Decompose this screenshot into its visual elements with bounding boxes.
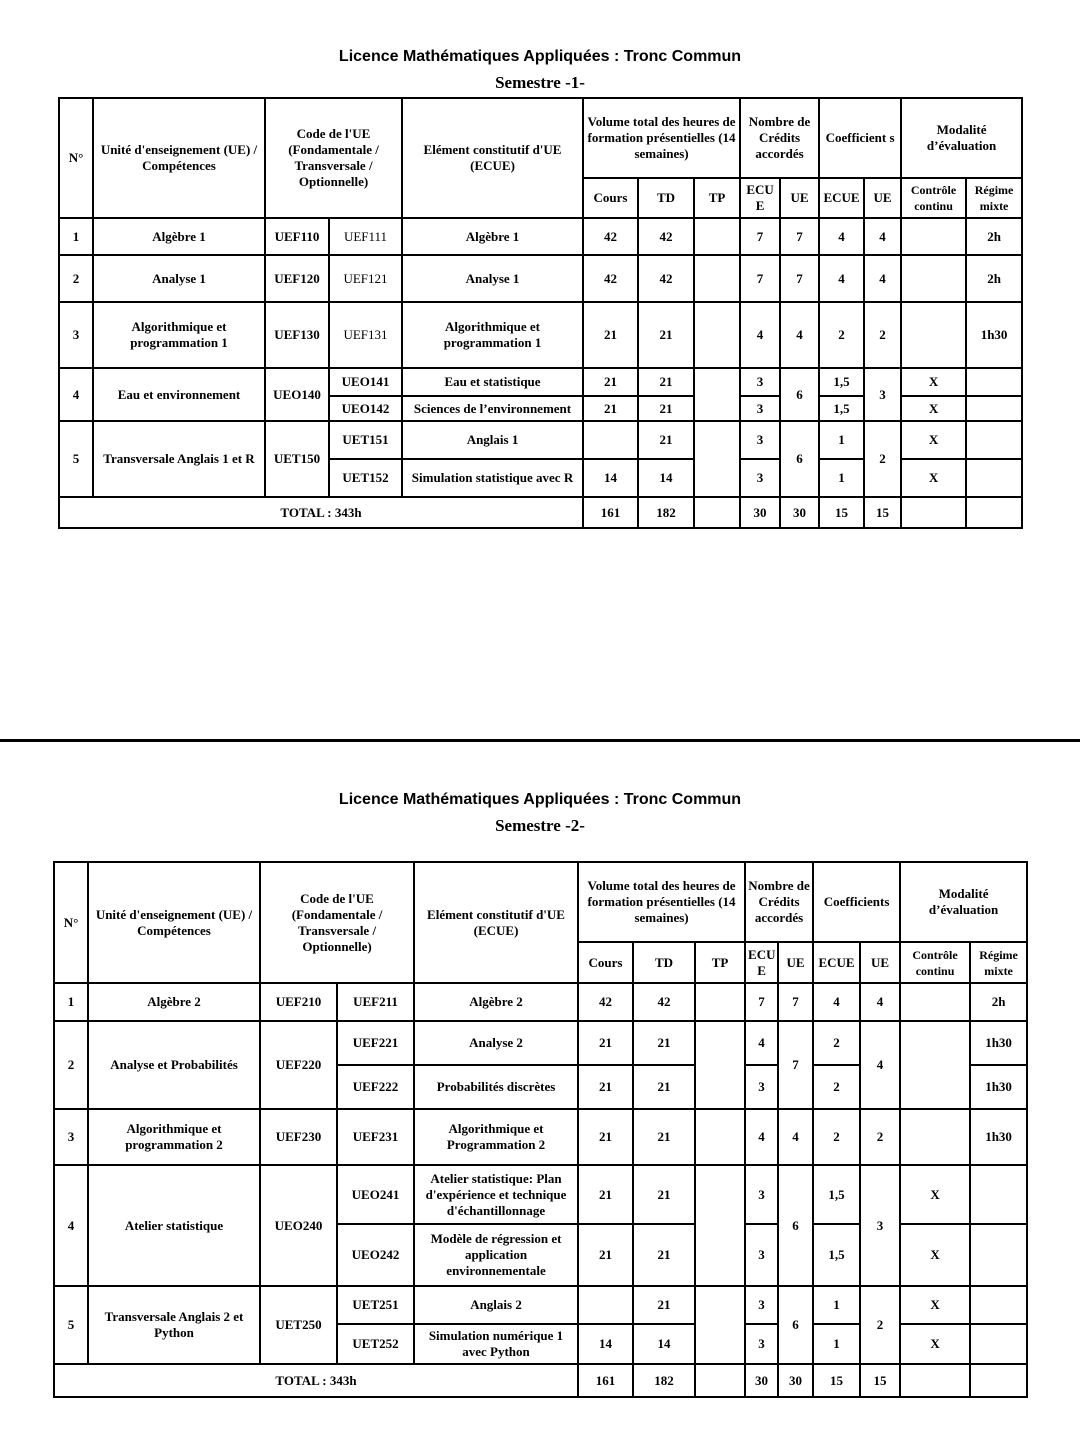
ue-name: Eau et environnement: [93, 368, 265, 421]
table-row: [54, 983, 1027, 1021]
row-num: 1: [59, 218, 93, 255]
coef-ue: 2: [864, 421, 901, 497]
ecue-name: Simulation numérique 1 avec Python: [414, 1324, 578, 1364]
regime-mixte: [970, 1324, 1027, 1364]
tp-value: [695, 1021, 745, 1109]
header-coef-ue: UE: [864, 178, 901, 218]
ecue-name: Eau et statistique: [402, 368, 583, 396]
coef-ecue: 1: [813, 1286, 860, 1324]
regime-mixte: [966, 421, 1022, 459]
cours-value: 14: [583, 459, 638, 497]
header-cours: Cours: [578, 942, 633, 983]
header-credit-ue: UE: [778, 942, 813, 983]
total-controle: [900, 1364, 970, 1397]
ue-name: Algorithmique et programmation 1: [93, 302, 265, 368]
credit-ecue: 3: [740, 396, 780, 421]
td-value: 21: [633, 1021, 695, 1065]
credit-ue: 6: [778, 1165, 813, 1286]
total-label: TOTAL : 343h: [54, 1364, 578, 1397]
header-num: N°: [54, 862, 88, 983]
total-tp: [694, 497, 740, 528]
coef-ecue: 1: [819, 421, 864, 459]
sem1-title: Licence Mathématiques Appliquées : Tronc Commun: [338, 48, 742, 65]
header-td: TD: [638, 178, 694, 218]
ecue-name: Algèbre 1: [402, 218, 583, 255]
credit-ecue: 3: [740, 421, 780, 459]
controle-continu: X: [901, 459, 966, 497]
coef-ue: 4: [864, 218, 901, 255]
table-row: [54, 1165, 1027, 1224]
coef-ecue: 2: [813, 1065, 860, 1109]
credit-ue: 4: [780, 302, 819, 368]
credit-ue: 6: [778, 1286, 813, 1364]
total-credit-ecue: 30: [740, 497, 780, 528]
credit-ue: 7: [778, 983, 813, 1021]
coef-ue: 4: [860, 1021, 900, 1109]
ue-code: UEO240: [260, 1165, 337, 1286]
header-volume: Volume total des heures de formation présentielles (14 semaines): [578, 862, 745, 942]
tp-value: [695, 1165, 745, 1286]
ue-name: Transversale Anglais 2 et Python: [88, 1286, 260, 1364]
ue-name: Algèbre 2: [88, 983, 260, 1021]
regime-mixte: 1h30: [970, 1109, 1027, 1165]
regime-mixte: 1h30: [970, 1065, 1027, 1109]
credit-ecue: 3: [745, 1286, 778, 1324]
ue-code: UEF220: [260, 1021, 337, 1109]
ue-code: UEF110: [265, 218, 329, 255]
total-coef-ecue: 15: [819, 497, 864, 528]
regime-mixte: [970, 1286, 1027, 1324]
header-coef-ecue: ECUE: [819, 178, 864, 218]
total-regime: [966, 497, 1022, 528]
tp-value: [694, 218, 740, 255]
td-value: 14: [638, 459, 694, 497]
ecue-name: Algèbre 2: [414, 983, 578, 1021]
row-num: 4: [54, 1165, 88, 1286]
ecue-name: Analyse 1: [402, 255, 583, 302]
credit-ecue: 7: [740, 218, 780, 255]
row-num: 1: [54, 983, 88, 1021]
regime-mixte: 1h30: [970, 1021, 1027, 1065]
sem1-table: [58, 97, 1023, 529]
controle-continu: [900, 983, 970, 1021]
table-row: [54, 1021, 1027, 1065]
total-cours: 161: [583, 497, 638, 528]
ecue-name: Modèle de régression et application environnementale: [414, 1224, 578, 1286]
ue-name: Transversale Anglais 1 et R: [93, 421, 265, 497]
header-td: TD: [633, 942, 695, 983]
tp-value: [694, 368, 740, 421]
cours-value: 21: [578, 1021, 633, 1065]
header-coefficients: Coefficients: [813, 862, 900, 942]
header-controle: Contrôle continu: [901, 178, 966, 218]
td-value: 21: [638, 368, 694, 396]
ue-name: Analyse et Probabilités: [88, 1021, 260, 1109]
credit-ecue: 4: [745, 1021, 778, 1065]
td-value: 42: [638, 255, 694, 302]
table-row: [59, 302, 1022, 368]
td-value: 21: [633, 1109, 695, 1165]
cours-value: 21: [578, 1109, 633, 1165]
header-regime: Régime mixte: [966, 178, 1022, 218]
total-row: [54, 1364, 1027, 1397]
ecue-name: Simulation statistique avec R: [402, 459, 583, 497]
ecue-code: UEF222: [337, 1065, 414, 1109]
td-value: 21: [638, 396, 694, 421]
row-num: 3: [54, 1109, 88, 1165]
credit-ecue: 3: [740, 368, 780, 396]
ecue-code: UEF121: [329, 255, 402, 302]
header-regime: Régime mixte: [970, 942, 1027, 983]
tp-value: [694, 421, 740, 497]
header-credits: Nombre de Crédits accordés: [745, 862, 813, 942]
credit-ue: 7: [778, 1021, 813, 1109]
tp-value: [695, 1109, 745, 1165]
total-tp: [695, 1364, 745, 1397]
cours-value: [578, 1286, 633, 1324]
coef-ue: 3: [860, 1165, 900, 1286]
header-ue: Unité d'enseignement (UE) / Compétences: [93, 98, 265, 218]
td-value: 21: [638, 421, 694, 459]
td-value: 21: [638, 302, 694, 368]
coef-ue: 4: [860, 983, 900, 1021]
ue-code: UEF120: [265, 255, 329, 302]
header-code: Code de l'UE (Fondamentale / Transversale / Optionnelle): [265, 98, 402, 218]
coef-ue: 4: [864, 255, 901, 302]
coef-ue: 2: [860, 1109, 900, 1165]
ecue-code: UEF211: [337, 983, 414, 1021]
ecue-code: UEO142: [329, 396, 402, 421]
header-tp: TP: [694, 178, 740, 218]
credit-ue: 7: [780, 255, 819, 302]
td-value: 21: [633, 1286, 695, 1324]
header-modalite: Modalité d’évaluation: [901, 98, 1022, 178]
coef-ue: 3: [864, 368, 901, 421]
header-controle: Contrôle continu: [900, 942, 970, 983]
row-num: 2: [59, 255, 93, 302]
header-num: N°: [59, 98, 93, 218]
regime-mixte: [966, 459, 1022, 497]
controle-continu: X: [901, 421, 966, 459]
header-tp: TP: [695, 942, 745, 983]
header-ecue: Elément constitutif d'UE (ECUE): [414, 862, 578, 983]
coef-ecue: 1,5: [819, 396, 864, 421]
total-regime: [970, 1364, 1027, 1397]
coef-ecue: 4: [819, 255, 864, 302]
regime-mixte: [966, 396, 1022, 421]
credit-ue: 6: [780, 421, 819, 497]
td-value: 42: [633, 983, 695, 1021]
credit-ecue: 3: [740, 459, 780, 497]
header-credit-ue: UE: [780, 178, 819, 218]
coef-ecue: 2: [813, 1109, 860, 1165]
table-row: [59, 255, 1022, 302]
coef-ecue: 1,5: [813, 1224, 860, 1286]
header-coef-ue: UE: [860, 942, 900, 983]
ecue-code: UEF231: [337, 1109, 414, 1165]
regime-mixte: [966, 368, 1022, 396]
controle-continu: [901, 302, 966, 368]
ecue-code: UET151: [329, 421, 402, 459]
coef-ue: 2: [864, 302, 901, 368]
cours-value: 14: [578, 1324, 633, 1364]
controle-continu: [901, 255, 966, 302]
ecue-name: Algorithmique et Programmation 2: [414, 1109, 578, 1165]
coef-ecue: 2: [813, 1021, 860, 1065]
table-row: [59, 218, 1022, 255]
ecue-code: UEO242: [337, 1224, 414, 1286]
regime-mixte: [970, 1224, 1027, 1286]
cours-value: 21: [583, 396, 638, 421]
section-divider: [0, 739, 1080, 742]
td-value: 14: [633, 1324, 695, 1364]
ecue-code: UEF111: [329, 218, 402, 255]
cours-value: [583, 421, 638, 459]
header-credit-ecue: ECU E: [740, 178, 780, 218]
ecue-code: UET152: [329, 459, 402, 497]
row-num: 2: [54, 1021, 88, 1109]
total-controle: [901, 497, 966, 528]
row-num: 5: [59, 421, 93, 497]
credit-ecue: 3: [745, 1224, 778, 1286]
row-num: 3: [59, 302, 93, 368]
header-coef-ecue: ECUE: [813, 942, 860, 983]
table-row: [59, 368, 1022, 396]
total-label: TOTAL : 343h: [59, 497, 583, 528]
tp-value: [695, 983, 745, 1021]
table-row: [54, 1109, 1027, 1165]
ecue-name: Anglais 2: [414, 1286, 578, 1324]
credit-ecue: 7: [745, 983, 778, 1021]
controle-continu: X: [901, 368, 966, 396]
td-value: 21: [633, 1165, 695, 1224]
cours-value: 21: [583, 368, 638, 396]
ue-code: UEF210: [260, 983, 337, 1021]
ecue-code: UEO141: [329, 368, 402, 396]
header-code: Code de l'UE (Fondamentale / Transversale / Optionnelle): [260, 862, 414, 983]
credit-ecue: 3: [745, 1324, 778, 1364]
cours-value: 21: [578, 1065, 633, 1109]
cours-value: 42: [583, 255, 638, 302]
ue-code: UET250: [260, 1286, 337, 1364]
controle-continu: X: [900, 1286, 970, 1324]
controle-continu: [900, 1109, 970, 1165]
total-cours: 161: [578, 1364, 633, 1397]
row-num: 5: [54, 1286, 88, 1364]
header-modalite: Modalité d’évaluation: [900, 862, 1027, 942]
credit-ue: 4: [778, 1109, 813, 1165]
table-row: [59, 421, 1022, 459]
cours-value: 42: [583, 218, 638, 255]
credit-ecue: 7: [740, 255, 780, 302]
header-credits: Nombre de Crédits accordés: [740, 98, 819, 178]
row-num: 4: [59, 368, 93, 421]
ue-code: UET150: [265, 421, 329, 497]
cours-value: 21: [578, 1224, 633, 1286]
ecue-name: Analyse 2: [414, 1021, 578, 1065]
td-value: 21: [633, 1065, 695, 1109]
coef-ecue: 1: [819, 459, 864, 497]
coef-ecue: 2: [819, 302, 864, 368]
sem2-subtitle: Semestre -2-: [495, 816, 585, 835]
cours-value: 21: [583, 302, 638, 368]
coef-ecue: 1,5: [819, 368, 864, 396]
ue-name: Analyse 1: [93, 255, 265, 302]
td-value: 21: [633, 1224, 695, 1286]
tp-value: [694, 302, 740, 368]
table-row: [54, 1286, 1027, 1324]
sem2-table: [53, 861, 1028, 1398]
total-coef-ue: 15: [860, 1364, 900, 1397]
ecue-name: Atelier statistique: Plan d'expérience et technique d'échantillonnage: [414, 1165, 578, 1224]
total-row: [59, 497, 1022, 528]
header-ecue: Elément constitutif d'UE (ECUE): [402, 98, 583, 218]
credit-ecue: 3: [745, 1165, 778, 1224]
total-td: 182: [638, 497, 694, 528]
ecue-name: Sciences de l’environnement: [402, 396, 583, 421]
ecue-name: Anglais 1: [402, 421, 583, 459]
controle-continu: X: [900, 1324, 970, 1364]
total-credit-ue: 30: [780, 497, 819, 528]
ecue-code: UET252: [337, 1324, 414, 1364]
regime-mixte: [970, 1165, 1027, 1224]
coef-ecue: 4: [819, 218, 864, 255]
header-volume: Volume total des heures de formation présentielles (14 semaines): [583, 98, 740, 178]
header-ue: Unité d'enseignement (UE) / Compétences: [88, 862, 260, 983]
coef-ecue: 1,5: [813, 1165, 860, 1224]
controle-continu: [901, 218, 966, 255]
ecue-name: Probabilités discrètes: [414, 1065, 578, 1109]
regime-mixte: 2h: [966, 255, 1022, 302]
coef-ecue: 4: [813, 983, 860, 1021]
regime-mixte: 1h30: [966, 302, 1022, 368]
controle-continu: [900, 1021, 970, 1109]
ecue-code: UET251: [337, 1286, 414, 1324]
controle-continu: X: [900, 1165, 970, 1224]
cours-value: 42: [578, 983, 633, 1021]
total-credit-ecue: 30: [745, 1364, 778, 1397]
header-coefficient: Coefficient s: [819, 98, 901, 178]
ue-code: UEO140: [265, 368, 329, 421]
credit-ue: 7: [780, 218, 819, 255]
cours-value: 21: [578, 1165, 633, 1224]
regime-mixte: 2h: [966, 218, 1022, 255]
header-credit-ecue: ECU E: [745, 942, 778, 983]
credit-ecue: 3: [745, 1065, 778, 1109]
credit-ecue: 4: [740, 302, 780, 368]
sem1-subtitle: Semestre -1-: [495, 73, 585, 92]
ecue-code: UEO241: [337, 1165, 414, 1224]
tp-value: [694, 255, 740, 302]
ue-name: Algèbre 1: [93, 218, 265, 255]
ue-code: UEF230: [260, 1109, 337, 1165]
tp-value: [695, 1286, 745, 1364]
total-coef-ue: 15: [864, 497, 901, 528]
coef-ue: 2: [860, 1286, 900, 1364]
total-credit-ue: 30: [778, 1364, 813, 1397]
regime-mixte: 2h: [970, 983, 1027, 1021]
credit-ue: 6: [780, 368, 819, 421]
credit-ecue: 4: [745, 1109, 778, 1165]
header-cours: Cours: [583, 178, 638, 218]
ecue-code: UEF131: [329, 302, 402, 368]
controle-continu: X: [900, 1224, 970, 1286]
coef-ecue: 1: [813, 1324, 860, 1364]
ue-name: Atelier statistique: [88, 1165, 260, 1286]
td-value: 42: [638, 218, 694, 255]
ecue-name: Algorithmique et programmation 1: [402, 302, 583, 368]
total-td: 182: [633, 1364, 695, 1397]
ue-code: UEF130: [265, 302, 329, 368]
ecue-code: UEF221: [337, 1021, 414, 1065]
ue-name: Algorithmique et programmation 2: [88, 1109, 260, 1165]
sem2-title: Licence Mathématiques Appliquées : Tronc Commun: [338, 791, 742, 808]
controle-continu: X: [901, 396, 966, 421]
total-coef-ecue: 15: [813, 1364, 860, 1397]
